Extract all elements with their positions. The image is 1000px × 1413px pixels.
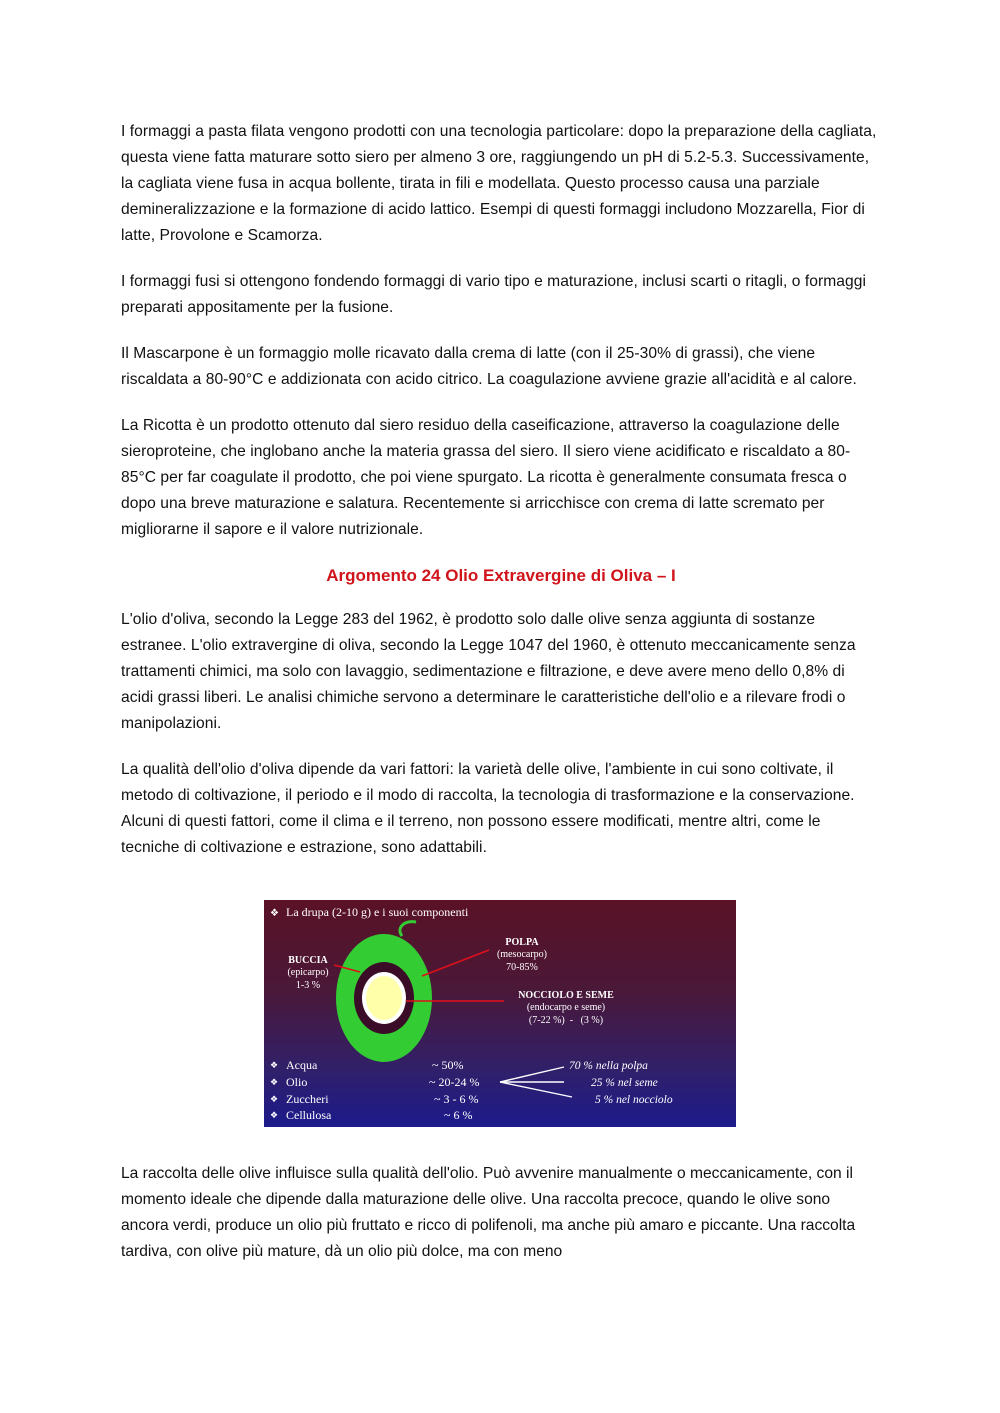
oil-distribution-seme: 25 % nel seme [591, 1077, 658, 1089]
olive-drupe-diagram [264, 900, 736, 1127]
bullet-icon: ❖ [270, 1110, 279, 1120]
bullet-icon: ❖ [270, 1077, 279, 1087]
component-name: Olio [286, 1075, 308, 1089]
buccia-label: BUCCIA [288, 955, 328, 966]
bullet-icon: ❖ [270, 1060, 279, 1070]
nocciolo-sublabel: (endocarpo e seme) [526, 1002, 606, 1013]
olive-seed-shape [366, 976, 402, 1020]
paragraph-qualita-olio: La qualità dell'olio d'oliva dipende da vari fattori: la varietà delle olive, l'ambiente in cui sono coltivate, il metodo di coltivazione, il periodo e il modo di raccolta, la tecnologia di trasformazione e la conservazione. Alcuni di questi fattori, come il clima e il terreno, non possono essere modificati, mentre altri, come le tecniche di coltivazione e estrazione, sono adattabili. [121, 761, 855, 856]
paragraph-ricotta: La Ricotta è un prodotto ottenuto dal siero residuo della caseificazione, attraverso la coagulazione delle sieroproteine, che inglobano anche la materia grassa del siero. Il siero viene acidificato e riscaldato a 80-85°C per far coagulate il prodotto, che poi viene spurgato. La ricotta è generalmente consumata fresca o dopo una breve maturazione e salatura. Recentemente si arricchisce con crema di latte scremato per migliorarne il sapore e il valore nutrizionale. [121, 417, 851, 538]
paragraph-olio-legge: L'olio d'oliva, secondo la Legge 283 del 1962, è prodotto solo dalle olive senza aggiunta di sostanze estranee. L'olio extravergine di oliva, secondo la Legge 1047 del 1960, è ottenuto meccanicamente senza trattamenti chimici, ma solo con lavaggio, sedimentazione e filtrazione, e deve avere meno dello 0,8% di acidi grassi liberi. Le analisi chimiche servono a determinare le caratteristiche dell'olio e a rilevare frodi o manipolazioni. [121, 611, 856, 732]
arrow-line-nocciolo [500, 1082, 572, 1097]
olive-drupe-figure [264, 900, 736, 1127]
paragraph-pasta-filata: I formaggi a pasta filata vengono prodotti con una tecnologia particolare: dopo la preparazione della cagliata, questa viene fatta maturare sotto siero per almeno 3 ore, raggiungendo un pH di 5.2-5.3. Successivamente, la cagliata viene fusa in acqua bollente, tirata in fili e modellata. Questo processo causa una parziale demineralizzazione e la formazione di acido lattico. Esempi di questi formaggi includono Mozzarella, Fior di latte, Provolone e Scamorza. [121, 123, 877, 244]
buccia-percent: 1-3 % [295, 980, 321, 991]
paragraph-mascarpone: Il Mascarpone è un formaggio molle ricavato dalla crema di latte (con il 25-30% di grassi), che viene riscaldata a 80-90°C e addizionata con acido citrico. La coagulazione avviene grazie all'acidità e al calore. [121, 345, 857, 388]
document-body [121, 119, 881, 881]
component-name: Cellulosa [286, 1108, 332, 1122]
paragraph-formaggi-fusi: I formaggi fusi si ottengono fondendo formaggi di vario tipo e maturazione, inclusi scarti o ritagli, o formaggi preparati appositamente per la fusione. [121, 273, 866, 316]
oil-distribution-nocciolo: 5 % nel nocciolo [595, 1094, 673, 1106]
polpa-label: POLPA [505, 937, 539, 948]
arrow-line-polpa [500, 1067, 564, 1082]
component-name: Zuccheri [286, 1092, 329, 1106]
figure-title: La drupa (2-10 g) e i suoi componenti [286, 905, 469, 919]
nocciolo-percent: (7-22 %) - (3 %) [528, 1015, 604, 1026]
component-name: Acqua [286, 1058, 318, 1072]
bullet-icon: ❖ [270, 1094, 279, 1104]
nocciolo-label: NOCCIOLO E SEME [518, 990, 614, 1001]
bullet-icon: ❖ [270, 908, 279, 919]
component-value: ~ 50% [432, 1058, 464, 1072]
polpa-leader-line [422, 950, 489, 976]
polpa-percent: 70-85% [506, 962, 538, 973]
component-value: ~ 3 - 6 % [434, 1092, 479, 1106]
component-value: ~ 20-24 % [429, 1075, 480, 1089]
buccia-sublabel: (epicarpo) [287, 967, 329, 978]
section-heading: Argomento 24 Olio Extravergine di Oliva – I [326, 566, 676, 585]
component-value: ~ 6 % [444, 1108, 473, 1122]
paragraph-raccolta: La raccolta delle olive influisce sulla qualità dell'olio. Può avvenire manualmente o meccanicamente, con il momento ideale che dipende dalla maturazione delle olive. Una raccolta precoce, quando le olive sono ancora verdi, produce un olio più fruttato e ricco di polifenoli, ma anche più amaro e piccante. Una raccolta tardiva, con olive più mature, dà un olio più dolce, ma con meno [121, 1165, 856, 1260]
oil-distribution-polpa: 70 % nella polpa [569, 1060, 648, 1072]
polpa-sublabel: (mesocarpo) [497, 949, 547, 960]
stem-icon [400, 922, 416, 936]
